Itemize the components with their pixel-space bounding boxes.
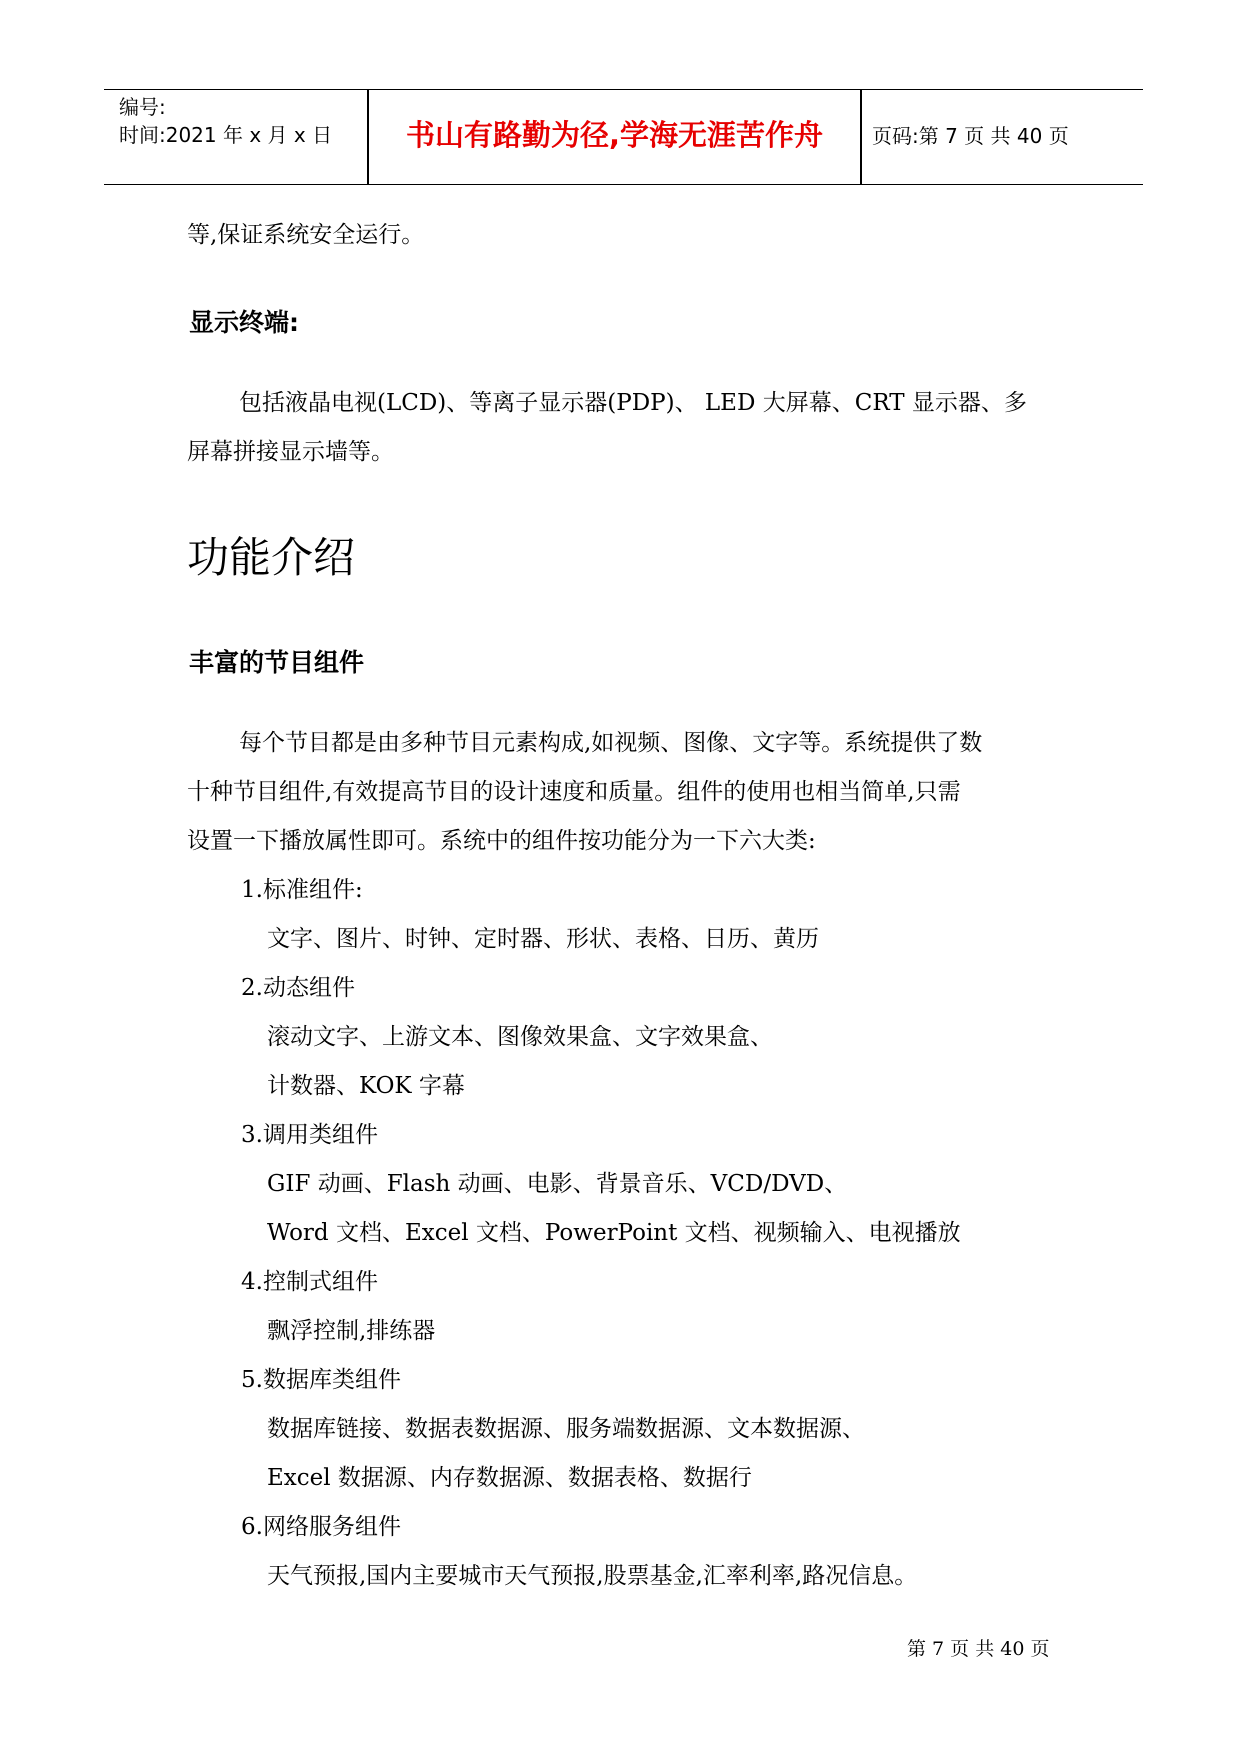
- list-item-text: 飘浮控制,排练器: [267, 1318, 436, 1344]
- page-footer: 第 7 页 共 40 页: [907, 1638, 1050, 1660]
- continuation-text: 等,保证系统安全运行。: [187, 222, 425, 248]
- list-item-title: 2.动态组件: [241, 975, 355, 1001]
- components-subheading: 丰富的节目组件: [189, 648, 365, 677]
- list-item-title: 5.数据库类组件: [241, 1367, 401, 1393]
- list-item-title: 1.标准组件:: [241, 877, 363, 903]
- header-divider: [367, 90, 369, 184]
- intro-line-1: 每个节目都是由多种节目元素构成,如视频、图像、文字等。系统提供了数: [239, 730, 983, 756]
- list-item-text: 天气预报,国内主要城市天气预报,股票基金,汇率利率,路况信息。: [267, 1563, 918, 1589]
- header-motto: 书山有路勤为径,学海无涯苦作舟: [405, 118, 824, 152]
- intro-line-3: 设置一下播放属性即可。系统中的组件按功能分为一下六大类:: [187, 828, 816, 854]
- header-divider: [860, 90, 862, 184]
- page-header: [104, 89, 1143, 185]
- section-title: 功能介绍: [187, 533, 356, 582]
- list-item-text: 数据库链接、数据表数据源、服务端数据源、文本数据源、: [267, 1416, 865, 1442]
- intro-line-2: 十种节目组件,有效提高节目的设计速度和质量。组件的使用也相当简单,只需: [187, 779, 961, 805]
- list-item-text: Excel 数据源、内存数据源、数据表格、数据行: [267, 1465, 752, 1491]
- display-paragraph-line-2: 屏幕拼接显示墙等。: [187, 439, 394, 465]
- list-item-title: 4.控制式组件: [241, 1269, 378, 1295]
- list-item-title: 3.调用类组件: [241, 1122, 378, 1148]
- list-item-text: 文字、图片、时钟、定时器、形状、表格、日历、黄历: [267, 926, 819, 952]
- display-paragraph-line-1: 包括液晶电视(LCD)、等离子显示器(PDP)、 LED 大屏幕、CRT 显示器、多: [239, 390, 1027, 416]
- header-number-label: 编号:: [119, 95, 166, 119]
- header-time: 时间:2021 年 x 月 x 日: [119, 123, 333, 147]
- header-page-label: 页码:第 7 页 共 40 页: [872, 124, 1069, 148]
- list-item-text: GIF 动画、Flash 动画、电影、背景音乐、VCD/DVD、: [267, 1171, 848, 1197]
- header-meta: [119, 93, 332, 149]
- list-item-title: 6.网络服务组件: [241, 1514, 401, 1540]
- list-item-text: Word 文档、Excel 文档、PowerPoint 文档、视频输入、电视播放: [267, 1220, 961, 1246]
- display-terminal-heading: 显示终端:: [189, 308, 299, 337]
- list-item-text: 计数器、KOK 字幕: [267, 1073, 465, 1099]
- list-item-text: 滚动文字、上游文本、图像效果盒、文字效果盒、: [267, 1024, 773, 1050]
